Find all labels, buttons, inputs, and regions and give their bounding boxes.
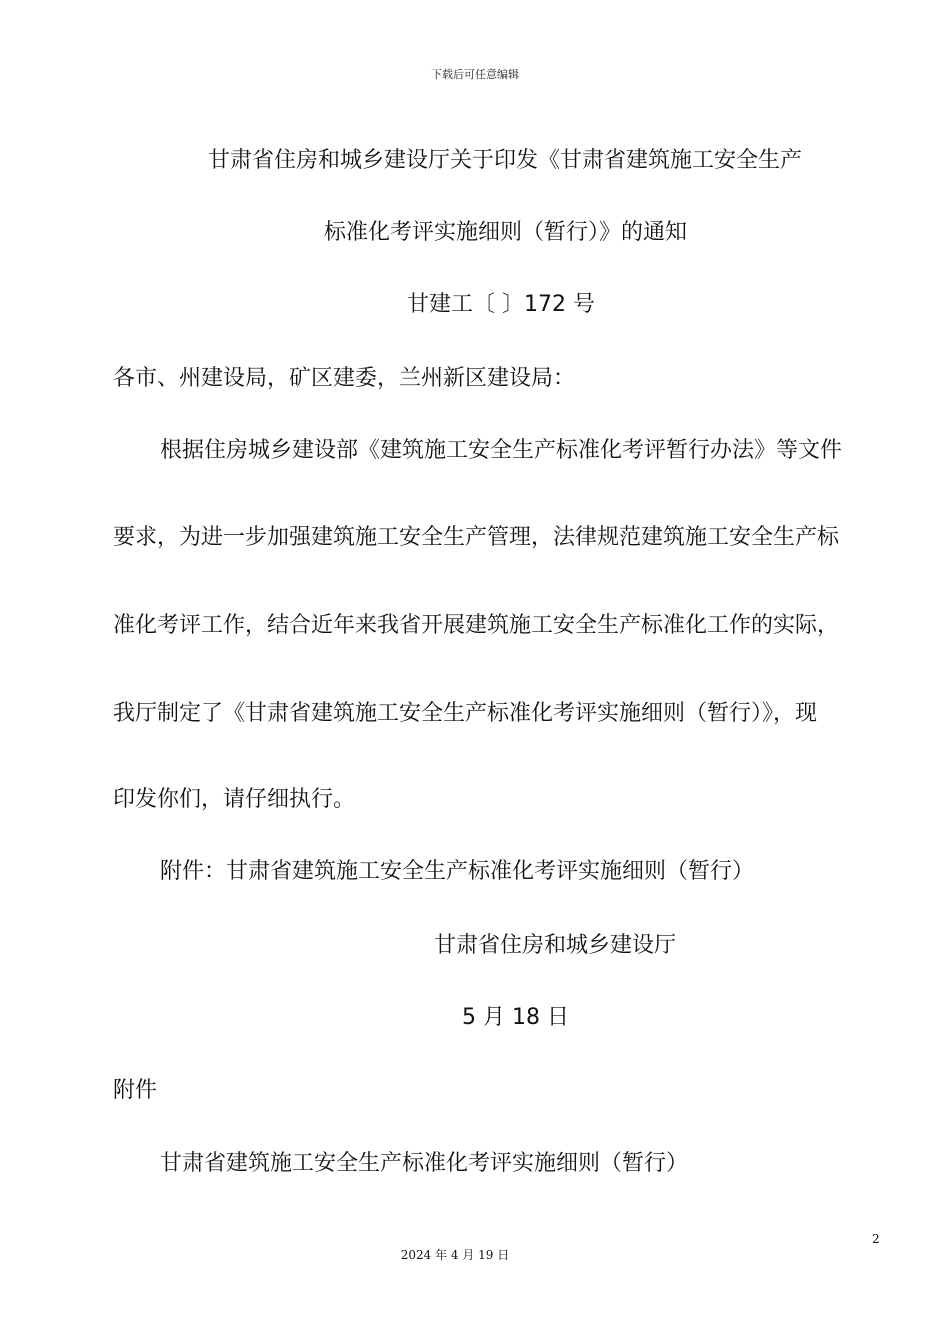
attachment-note: 附件：甘肃省建筑施工安全生产标准化考评实施细则（暂行） — [160, 859, 755, 884]
attachment-title: 甘肃省建筑施工安全生产标准化考评实施细则（暂行） — [160, 1151, 689, 1176]
addressee: 各市、州建设局，矿区建委，兰州新区建设局： — [113, 366, 576, 391]
document-number: 甘建工〔 〕172 号 — [407, 292, 595, 317]
issue-date: 5 月 18 日 — [462, 1005, 569, 1030]
body-line-1: 根据住房城乡建设部《建筑施工安全生产标准化考评暂行办法》等文件 — [160, 438, 843, 463]
attachment-heading: 附件 — [113, 1078, 158, 1103]
header-note: 下载后可任意编辑 — [431, 68, 519, 81]
issuer-name: 甘肃省住房和城乡建设厅 — [434, 933, 677, 958]
body-line-5: 印发你们，请仔细执行。 — [113, 787, 356, 812]
body-line-3: 准化考评工作，结合近年来我省开展建筑施工安全生产标准化工作的实际， — [113, 613, 840, 638]
body-line-2: 要求，为进一步加强建筑施工安全生产管理，法律规范建筑施工安全生产标 — [113, 525, 840, 550]
body-line-4: 我厅制定了《甘肃省建筑施工安全生产标准化考评实施细则（暂行）》，现 — [113, 701, 818, 726]
footer-date: 2024 年 4 月 19 日 — [400, 1248, 510, 1262]
document-title-line-2: 标准化考评实施细则（暂行）》的通知 — [324, 220, 688, 245]
document-title-line-1: 甘肃省住房和城乡建设厅关于印发《甘肃省建筑施工安全生产 — [208, 148, 803, 173]
page-number: 2 — [872, 1232, 880, 1246]
